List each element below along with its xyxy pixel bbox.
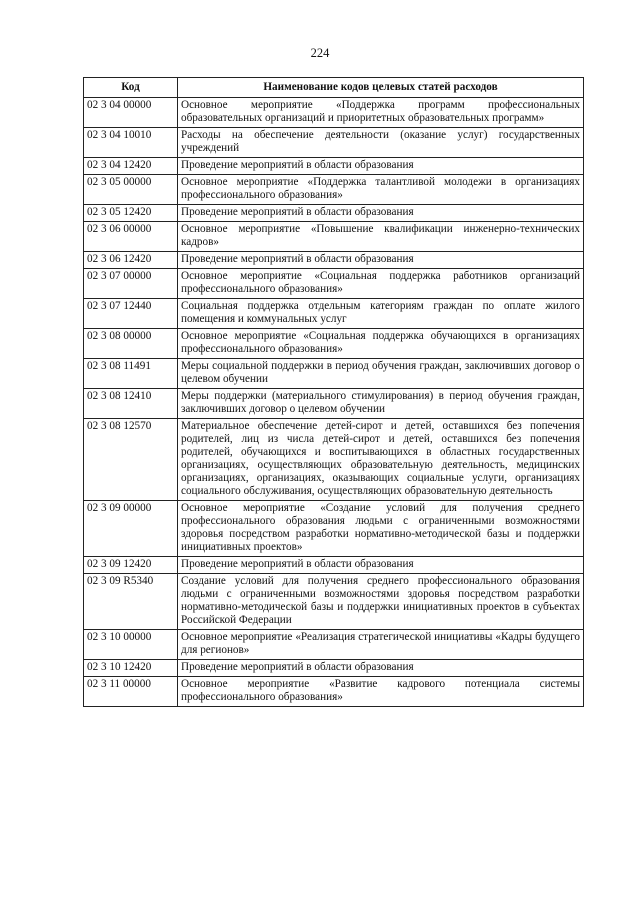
- row-code: 02 3 07 00000: [84, 269, 178, 299]
- row-code: 02 3 08 12410: [84, 389, 178, 419]
- table-row: [84, 677, 584, 707]
- row-code: 02 3 10 00000: [84, 630, 178, 660]
- table-row: [84, 299, 584, 329]
- row-name: Основное мероприятие «Развитие кадрового потенциала системы профессионального образования»: [178, 677, 584, 707]
- row-name: Меры поддержки (материального стимулирования) в период обучения граждан, заключивших договор о целевом обучении: [178, 389, 584, 419]
- table-row: [84, 222, 584, 252]
- row-code: 02 3 04 10010: [84, 128, 178, 158]
- row-name: Проведение мероприятий в области образования: [178, 158, 584, 175]
- budget-codes-table-container: [83, 77, 583, 707]
- row-name: Основное мероприятие «Повышение квалификации инженерно-технических кадров»: [178, 222, 584, 252]
- table-row: [84, 389, 584, 419]
- table-row: [84, 501, 584, 557]
- table-row: [84, 557, 584, 574]
- row-code: 02 3 04 00000: [84, 98, 178, 128]
- row-name: Материальное обеспечение детей-сирот и детей, оставшихся без попечения родителей, лиц из числа детей-сирот и детей, оставшихся без попечения родителей, обучающихся и воспитывающихся в областных государственных организациях, осуществляющих образовательную деятельность, медицинских организациях, организациях, оказывающих социальные услуги, организациях социального обслуживания, осуществляющих образовательную деятельность: [178, 419, 584, 501]
- row-code: 02 3 07 12440: [84, 299, 178, 329]
- row-code: 02 3 06 12420: [84, 252, 178, 269]
- table-row: [84, 158, 584, 175]
- table-row: [84, 359, 584, 389]
- row-name: Расходы на обеспечение деятельности (оказание услуг) государственных учреждений: [178, 128, 584, 158]
- row-code: 02 3 08 00000: [84, 329, 178, 359]
- row-name: Социальная поддержка отдельным категориям граждан по оплате жилого помещения и коммунальных услуг: [178, 299, 584, 329]
- row-code: 02 3 06 00000: [84, 222, 178, 252]
- row-code: 02 3 10 12420: [84, 660, 178, 677]
- header-code: Код: [84, 78, 178, 98]
- table-row: [84, 175, 584, 205]
- row-name: Основное мероприятие «Поддержка программ профессиональных образовательных организаций и приоритетных образовательных программ»: [178, 98, 584, 128]
- table-row: [84, 660, 584, 677]
- row-name: Проведение мероприятий в области образования: [178, 252, 584, 269]
- table-row: [84, 252, 584, 269]
- row-name: Проведение мероприятий в области образования: [178, 205, 584, 222]
- page-number: 224: [310, 46, 330, 60]
- row-code: 02 3 08 12570: [84, 419, 178, 501]
- row-code: 02 3 04 12420: [84, 158, 178, 175]
- table-body: [84, 98, 584, 707]
- table-row: [84, 205, 584, 222]
- row-name: Основное мероприятие «Поддержка талантливой молодежи в организациях профессионального образования»: [178, 175, 584, 205]
- table-row: [84, 98, 584, 128]
- table-row: [84, 128, 584, 158]
- row-code: 02 3 05 12420: [84, 205, 178, 222]
- row-name: Проведение мероприятий в области образования: [178, 557, 584, 574]
- row-name: Основное мероприятие «Социальная поддержка работников организаций профессионального образования»: [178, 269, 584, 299]
- row-code: 02 3 08 11491: [84, 359, 178, 389]
- row-name: Меры социальной поддержки в период обучения граждан, заключивших договор о целевом обучении: [178, 359, 584, 389]
- table-row: [84, 269, 584, 299]
- table-row: [84, 630, 584, 660]
- row-code: 02 3 11 00000: [84, 677, 178, 707]
- table-row: [84, 329, 584, 359]
- table-row: [84, 419, 584, 501]
- row-code: 02 3 05 00000: [84, 175, 178, 205]
- budget-codes-table: [83, 77, 584, 707]
- table-row: [84, 574, 584, 630]
- row-name: Проведение мероприятий в области образования: [178, 660, 584, 677]
- row-name: Создание условий для получения среднего профессионального образования людьми с ограниченными возможностями здоровья посредством разработки нормативно-методической базы и поддержки инициативных проектов в субъектах Российской Федерации: [178, 574, 584, 630]
- row-code: 02 3 09 00000: [84, 501, 178, 557]
- row-name: Основное мероприятие «Создание условий для получения среднего профессионального образования людьми с ограниченными возможностями здоровья посредством разработки нормативно-методической базы и поддержки инициативных проектов»: [178, 501, 584, 557]
- table-header-row: [84, 78, 584, 98]
- row-code: 02 3 09 R5340: [84, 574, 178, 630]
- row-name: Основное мероприятие «Реализация стратегической инициативы «Кадры будущего для регионов»: [178, 630, 584, 660]
- row-name: Основное мероприятие «Социальная поддержка обучающихся в организациях профессионального образования»: [178, 329, 584, 359]
- header-name: Наименование кодов целевых статей расходов: [178, 78, 584, 98]
- row-code: 02 3 09 12420: [84, 557, 178, 574]
